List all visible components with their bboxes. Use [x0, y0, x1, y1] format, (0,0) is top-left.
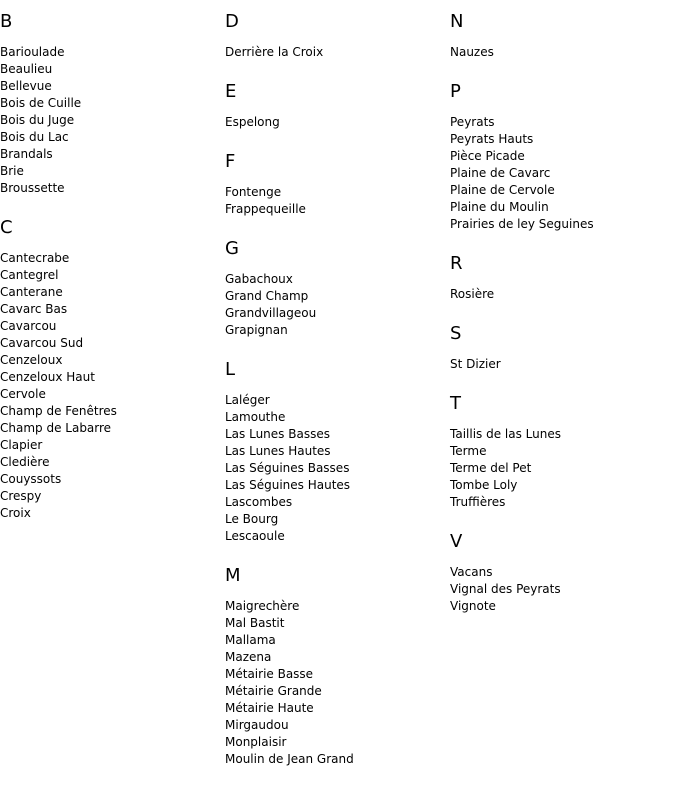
place-name-entry[interactable]: Bois du Juge [0, 113, 75, 127]
place-name-entry[interactable]: Vignal des Peyrats [450, 582, 561, 596]
place-name-entry[interactable]: Fontenge [225, 185, 282, 199]
place-name-entry[interactable]: Canterane [0, 285, 63, 299]
section-letter-heading: C [0, 217, 13, 238]
section-letter-heading: M [225, 565, 241, 586]
place-name-entry[interactable]: Cledière [0, 455, 50, 469]
place-name-entry[interactable]: Las Séguines Hautes [225, 478, 351, 492]
letter-group-s [450, 322, 675, 373]
place-name-entry[interactable]: Métairie Basse [225, 667, 314, 681]
letter-group-v [450, 530, 675, 615]
place-name-entry[interactable]: Nauzes [450, 45, 494, 59]
section-letter-heading: G [225, 238, 239, 259]
letter-group-c [0, 216, 225, 522]
place-name-entry[interactable]: Gabachoux [225, 272, 293, 286]
letter-group-b [0, 10, 225, 197]
place-name-entry[interactable]: Bois du Lac [0, 130, 69, 144]
place-name-entry[interactable]: Truffières [450, 495, 506, 509]
place-name-entry[interactable]: Croix [0, 506, 31, 520]
place-name-entry[interactable]: Las Séguines Basses [225, 461, 350, 475]
place-list [225, 44, 450, 61]
place-name-entry[interactable]: Cavarc Bas [0, 302, 68, 316]
place-name-entry[interactable]: Crespy [0, 489, 42, 503]
place-name-entry[interactable]: Mallama [225, 633, 276, 647]
section-letter-heading: D [225, 11, 239, 32]
section-letter-heading: F [225, 151, 236, 172]
place-name-entry[interactable]: Las Lunes Basses [225, 427, 330, 441]
place-name-entry[interactable]: Laléger [225, 393, 270, 407]
place-name-entry[interactable]: St Dizier [450, 357, 501, 371]
place-name-entry[interactable]: Mirgaudou [225, 718, 289, 732]
place-list [450, 44, 675, 61]
place-name-entry[interactable]: Bois de Cuille [0, 96, 82, 110]
place-name-entry[interactable]: Cenzeloux Haut [0, 370, 95, 384]
place-name-entry[interactable]: Grand Champ [225, 289, 309, 303]
place-name-entry[interactable]: Métairie Haute [225, 701, 314, 715]
place-name-entry[interactable]: Le Bourg [225, 512, 279, 526]
place-name-entry[interactable]: Cervole [0, 387, 46, 401]
place-list [225, 598, 450, 768]
place-name-entry[interactable]: Lascombes [225, 495, 293, 509]
place-list [450, 114, 675, 233]
place-list [225, 184, 450, 218]
index-column-3 [450, 10, 675, 634]
place-name-entry[interactable]: Beaulieu [0, 62, 53, 76]
section-letter-heading: N [450, 11, 464, 32]
place-name-entry[interactable]: Monplaisir [225, 735, 287, 749]
letter-group-e [225, 80, 450, 131]
section-letter-heading: V [450, 531, 463, 552]
place-name-entry[interactable]: Broussette [0, 181, 65, 195]
letter-group-t [450, 392, 675, 511]
place-name-entry[interactable]: Tombe Loly [450, 478, 518, 492]
place-name-entry[interactable]: Champ de Labarre [0, 421, 112, 435]
letter-group-n [450, 10, 675, 61]
place-name-entry[interactable]: Pièce Picade [450, 149, 525, 163]
place-name-entry[interactable]: Lamouthe [225, 410, 286, 424]
letter-group-r [450, 252, 675, 303]
place-name-entry[interactable]: Terme [450, 444, 487, 458]
section-letter-heading: B [0, 11, 13, 32]
place-name-entry[interactable]: Mazena [225, 650, 272, 664]
place-list [0, 250, 225, 522]
letter-group-p [450, 80, 675, 233]
place-list [450, 426, 675, 511]
place-name-entry[interactable]: Taillis de las Lunes [450, 427, 561, 441]
place-name-entry[interactable]: Cantegrel [0, 268, 59, 282]
place-name-entry[interactable]: Peyrats [450, 115, 495, 129]
place-name-entry[interactable]: Mal Bastit [225, 616, 285, 630]
place-name-entry[interactable]: Terme del Pet [450, 461, 532, 475]
place-name-entry[interactable]: Cenzeloux [0, 353, 63, 367]
place-name-entry[interactable]: Vignote [450, 599, 496, 613]
place-name-entry[interactable]: Brie [0, 164, 24, 178]
place-name-entry[interactable]: Grandvillageou [225, 306, 317, 320]
place-list [450, 356, 675, 373]
place-name-entry[interactable]: Espelong [225, 115, 280, 129]
index-column-2 [225, 10, 450, 787]
letter-group-g [225, 237, 450, 339]
place-name-entry[interactable]: Las Lunes Hautes [225, 444, 331, 458]
section-letter-heading: P [450, 81, 461, 102]
letter-group-d [225, 10, 450, 61]
section-letter-heading: T [450, 393, 461, 414]
place-name-entry[interactable]: Cavarcou [0, 319, 57, 333]
letter-group-l [225, 358, 450, 545]
place-name-entry[interactable]: Prairies de ley Seguines [450, 217, 594, 231]
place-name-entry[interactable]: Bellevue [0, 79, 52, 93]
place-name-entry[interactable]: Derrière la Croix [225, 45, 324, 59]
place-name-entry[interactable]: Cantecrabe [0, 251, 70, 265]
place-name-entry[interactable]: Frappequeille [225, 202, 306, 216]
place-list [0, 44, 225, 197]
place-name-entry[interactable]: Clapier [0, 438, 43, 452]
place-list [450, 286, 675, 303]
place-name-entry[interactable]: Brandals [0, 147, 53, 161]
place-name-entry[interactable]: Couyssots [0, 472, 62, 486]
place-name-entry[interactable]: Maigrechère [225, 599, 300, 613]
place-name-entry[interactable]: Lescaoule [225, 529, 285, 543]
place-name-entry[interactable]: Barioulade [0, 45, 65, 59]
place-list [225, 114, 450, 131]
place-name-entry[interactable]: Grapignan [225, 323, 288, 337]
place-name-entry[interactable]: Rosière [450, 287, 495, 301]
place-name-entry[interactable]: Plaine du Moulin [450, 200, 549, 214]
place-list [225, 392, 450, 545]
section-letter-heading: L [225, 359, 236, 380]
section-letter-heading: S [450, 323, 462, 344]
letter-group-m [225, 564, 450, 768]
place-name-entry[interactable]: Champ de Fenêtres [0, 404, 117, 418]
place-name-entry[interactable]: Plaine de Cavarc [450, 166, 551, 180]
index-column-1 [0, 10, 225, 541]
place-name-entry[interactable]: Peyrats Hauts [450, 132, 534, 146]
place-name-entry[interactable]: Vacans [450, 565, 493, 579]
place-list [225, 271, 450, 339]
section-letter-heading: R [450, 253, 463, 274]
place-name-entry[interactable]: Moulin de Jean Grand [225, 752, 354, 766]
section-letter-heading: E [225, 81, 237, 102]
place-list [450, 564, 675, 615]
place-name-entry[interactable]: Cavarcou Sud [0, 336, 84, 350]
place-name-entry[interactable]: Métairie Grande [225, 684, 322, 698]
letter-group-f [225, 150, 450, 218]
place-name-entry[interactable]: Plaine de Cervole [450, 183, 555, 197]
